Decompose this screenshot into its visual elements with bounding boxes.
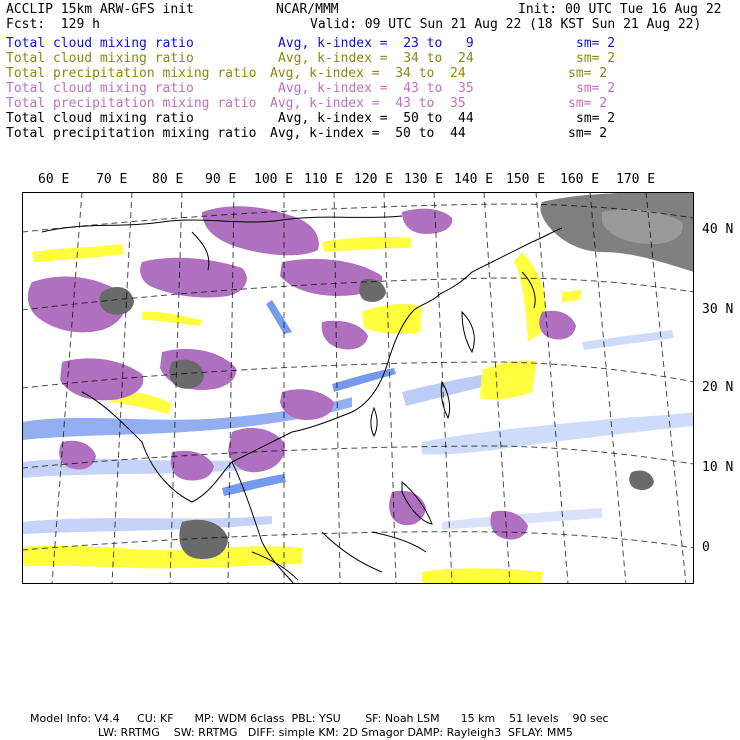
field-sm-7: sm= 2	[568, 126, 608, 141]
lon-label-120e: 120 E	[354, 172, 394, 187]
model-title: ACCLIP 15km ARW-GFS init	[6, 2, 194, 17]
lon-label-130e: 130 E	[404, 172, 444, 187]
init-time: Init: 00 UTC Tue 16 Aug 22	[518, 2, 722, 17]
field-name-2: Total cloud mixing ratio	[6, 51, 194, 66]
lat-label-0: 0	[702, 540, 710, 555]
field-range-2: Avg, k-index = 34 to 24	[278, 51, 474, 66]
field-range-7: Avg, k-index = 50 to 44	[270, 126, 466, 141]
forecast-map	[22, 192, 694, 584]
forecast-hour: Fcst: 129 h	[6, 17, 100, 32]
valid-time: Valid: 09 UTC Sun 21 Aug 22 (18 KST Sun 21 Aug 22)	[310, 17, 702, 32]
lon-label-140e: 140 E	[454, 172, 494, 187]
field-range-3: Avg, k-index = 34 to 24	[270, 66, 466, 81]
lon-label-60e: 60 E	[38, 172, 70, 187]
lon-label-110e: 110 E	[304, 172, 344, 187]
field-sm-6: sm= 2	[576, 111, 616, 126]
field-name-3: Total precipitation mixing ratio	[6, 66, 257, 81]
lat-label-20n: 20 N	[702, 380, 734, 395]
footer-model-info: Model Info: V4.4 CU: KF MP: WDM 6class PBL: YSU SF: Noah LSM 15 km 51 levels 90 sec	[30, 712, 609, 725]
field-name-4: Total cloud mixing ratio	[6, 81, 194, 96]
lat-label-10n: 10 N	[702, 460, 734, 475]
field-sm-5: sm= 2	[568, 96, 608, 111]
field-range-5: Avg, k-index = 43 to 35	[270, 96, 466, 111]
lon-label-170e: 170 E	[616, 172, 656, 187]
field-range-1: Avg, k-index = 23 to 9	[278, 36, 474, 51]
lon-label-150e: 150 E	[506, 172, 546, 187]
map-panel	[22, 192, 694, 584]
lon-label-160e: 160 E	[560, 172, 600, 187]
org-label: NCAR/MMM	[276, 2, 339, 17]
field-sm-1: sm= 2	[576, 36, 616, 51]
field-sm-4: sm= 2	[576, 81, 616, 96]
field-name-6: Total cloud mixing ratio	[6, 111, 194, 126]
field-name-1: Total cloud mixing ratio	[6, 36, 194, 51]
lon-label-90e: 90 E	[205, 172, 237, 187]
lat-label-30n: 30 N	[702, 302, 734, 317]
field-range-6: Avg, k-index = 50 to 44	[278, 111, 474, 126]
field-name-7: Total precipitation mixing ratio	[6, 126, 257, 141]
lat-label-40n: 40 N	[702, 222, 734, 237]
lon-label-80e: 80 E	[152, 172, 184, 187]
field-range-4: Avg, k-index = 43 to 35	[278, 81, 474, 96]
field-sm-2: sm= 2	[576, 51, 616, 66]
field-sm-3: sm= 2	[568, 66, 608, 81]
field-name-5: Total precipitation mixing ratio	[6, 96, 257, 111]
lon-label-70e: 70 E	[96, 172, 128, 187]
lon-label-100e: 100 E	[254, 172, 294, 187]
footer-physics-info: LW: RRTMG SW: RRTMG DIFF: simple KM: 2D Smagor DAMP: Rayleigh3 SFLAY: MM5	[98, 726, 573, 739]
